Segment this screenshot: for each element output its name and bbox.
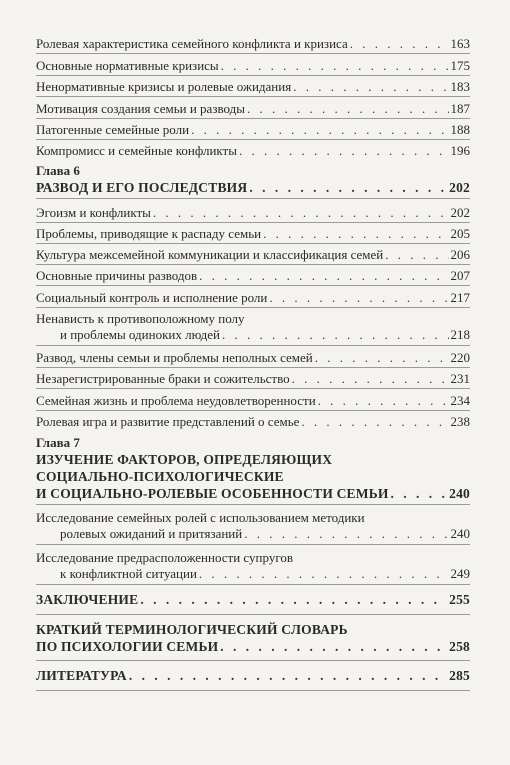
toc-entry-title: Патогенные семейные роли: [36, 122, 190, 137]
toc-entry-title-line1: Исследование семейных ролей с использованием методики: [36, 510, 365, 525]
toc-entry-page: 240: [450, 526, 470, 541]
toc-entry: [36, 58, 470, 74]
toc-entry-page: 220: [450, 350, 470, 365]
toc-entry-title: Незарегистрированные браки и сожительство: [36, 371, 290, 386]
toc-entry-title: Культура межсемейной коммуникации и классификация семей: [36, 247, 384, 262]
toc-entry-title: к конфликтной ситуации: [60, 566, 197, 581]
toc-entry: [36, 350, 470, 366]
toc-entry-page: 231: [450, 371, 470, 386]
divider: [36, 307, 470, 308]
toc-entry-title: Ролевая характеристика семейного конфликта и кризиса: [36, 36, 348, 51]
toc-leader-dots: [129, 668, 447, 684]
toc-entry-title: Социальный контроль и исполнение роли: [36, 290, 268, 305]
toc-leader-dots: [301, 414, 448, 430]
toc-leader-dots: [220, 638, 447, 655]
toc-leader-dots: [350, 36, 449, 52]
conclusion-title: ЗАКЛЮЧЕНИЕ: [36, 592, 139, 607]
toc-leader-dots: [385, 247, 448, 263]
divider: [36, 367, 470, 368]
divider: [36, 139, 470, 140]
toc-entry: [36, 311, 470, 343]
toc-entry-page: 238: [450, 414, 470, 429]
toc-entry: [36, 550, 470, 582]
divider: [36, 243, 470, 244]
toc-entry: [36, 268, 470, 284]
toc-entry-page: 234: [450, 393, 470, 408]
toc-entry-page: 202: [450, 205, 470, 220]
toc-leader-dots: [391, 485, 448, 502]
toc-entry: [36, 122, 470, 138]
toc-entry-page: 218: [450, 327, 470, 342]
divider: [36, 410, 470, 411]
toc-leader-dots: [292, 371, 449, 387]
divider: [36, 504, 470, 505]
toc-entry-title: Семейная жизнь и проблема неудовлетворенности: [36, 393, 316, 408]
chapter-title-line1: ИЗУЧЕНИЕ ФАКТОРОВ, ОПРЕДЕЛЯЮЩИХ: [36, 452, 333, 467]
toc-entry-title: Мотивация создания семьи и разводы: [36, 101, 245, 116]
toc-entry-title: Проблемы, приводящие к распаду семьи: [36, 226, 262, 241]
toc-entry-page: 206: [450, 247, 470, 262]
toc-leader-dots: [222, 327, 449, 343]
toc-entry-title: ролевых ожиданий и притязаний: [60, 526, 243, 541]
toc-entry: [36, 36, 470, 52]
toc-leader-dots: [199, 268, 448, 284]
toc-entry: [36, 101, 470, 117]
toc-entry: [36, 205, 470, 221]
divider: [36, 118, 470, 119]
chapter-page: 240: [449, 486, 470, 501]
divider: [36, 614, 470, 615]
toc-leader-dots: [244, 526, 448, 542]
chapter-heading: [36, 451, 470, 502]
toc-leader-dots: [153, 205, 449, 221]
toc-leader-dots: [239, 143, 449, 159]
toc-entry: [36, 143, 470, 159]
toc-entry-page: 205: [450, 226, 470, 241]
toc-leader-dots: [247, 101, 449, 117]
literature-page: 285: [449, 668, 470, 683]
toc-leader-dots: [318, 393, 449, 409]
divider: [36, 75, 470, 76]
toc-conclusion: [36, 592, 470, 608]
chapter-title-line3: И СОЦИАЛЬНО-РОЛЕВЫЕ ОСОБЕННОСТИ СЕМЬИ: [36, 486, 389, 501]
toc-leader-dots: [293, 79, 448, 95]
divider: [36, 388, 470, 389]
toc-entry: [36, 371, 470, 387]
toc-entry: [36, 393, 470, 409]
glossary-title-line1: КРАТКИЙ ТЕРМИНОЛОГИЧЕСКИЙ СЛОВАРЬ: [36, 622, 348, 637]
toc-leader-dots: [191, 122, 448, 138]
toc-entry-page: 249: [450, 566, 470, 581]
toc-leader-dots: [221, 58, 449, 74]
toc-entry-title-line1: Ненависть к противоположному полу: [36, 311, 245, 326]
glossary-page: 258: [449, 639, 470, 654]
chapter-label: Глава 7: [36, 435, 80, 450]
toc-entry: [36, 414, 470, 430]
toc-entry-page: 207: [450, 268, 470, 283]
divider: [36, 345, 470, 346]
toc-literature: [36, 668, 470, 684]
toc-entry-title: Основные нормативные кризисы: [36, 58, 219, 73]
toc-entry-title-line1: Исследование предрасположенности супругов: [36, 550, 293, 565]
toc-entry-title: Эгоизм и конфликты: [36, 205, 151, 220]
toc-leader-dots: [269, 290, 448, 306]
chapter-heading: [36, 180, 470, 196]
toc-leader-dots: [263, 226, 448, 242]
toc-entry-title: Ролевая игра и развитие представлений о семье: [36, 414, 300, 429]
toc-leader-dots: [199, 566, 449, 582]
toc-entry-page: 187: [450, 101, 470, 116]
literature-title: ЛИТЕРАТУРА: [36, 668, 127, 683]
toc-entry-title: Развод, члены семьи и проблемы неполных семей: [36, 350, 313, 365]
toc-entry-page: 188: [450, 122, 470, 137]
toc-leader-dots: [315, 350, 449, 366]
toc-entry: [36, 226, 470, 242]
divider: [36, 544, 470, 545]
conclusion-page: 255: [449, 592, 470, 607]
divider: [36, 96, 470, 97]
divider: [36, 264, 470, 265]
divider: [36, 660, 470, 661]
glossary-title: ПО ПСИХОЛОГИИ СЕМЬИ: [36, 639, 219, 654]
toc-entry: [36, 290, 470, 306]
toc-entry-page: 196: [450, 143, 470, 158]
divider: [36, 198, 470, 199]
chapter-title-line2: СОЦИАЛЬНО-ПСИХОЛОГИЧЕСКИЕ: [36, 469, 284, 484]
toc-leader-dots: [140, 592, 447, 608]
toc-entry-title: Компромисс и семейные конфликты: [36, 143, 237, 158]
toc-entry: [36, 247, 470, 263]
toc-entry: [36, 510, 470, 542]
toc-glossary: [36, 621, 470, 655]
toc-entry-page: 217: [450, 290, 470, 305]
toc-entry-title: Ненормативные кризисы и ролевые ожидания: [36, 79, 292, 94]
toc-entry-title: Основные причины разводов: [36, 268, 198, 283]
divider: [36, 584, 470, 585]
divider: [36, 53, 470, 54]
toc-entry-page: 183: [450, 79, 470, 94]
toc-entry: [36, 79, 470, 95]
toc-entry-page: 175: [450, 58, 470, 73]
chapter-label: Глава 6: [36, 163, 80, 178]
divider: [36, 285, 470, 286]
divider: [36, 222, 470, 223]
toc-leader-dots: [249, 180, 447, 196]
divider: [36, 690, 470, 691]
toc-entry-title: и проблемы одиноких людей: [60, 327, 220, 342]
toc-entry-page: 163: [450, 36, 470, 51]
chapter-page: 202: [449, 180, 470, 195]
chapter-title: РАЗВОД И ЕГО ПОСЛЕДСТВИЯ: [36, 180, 248, 195]
